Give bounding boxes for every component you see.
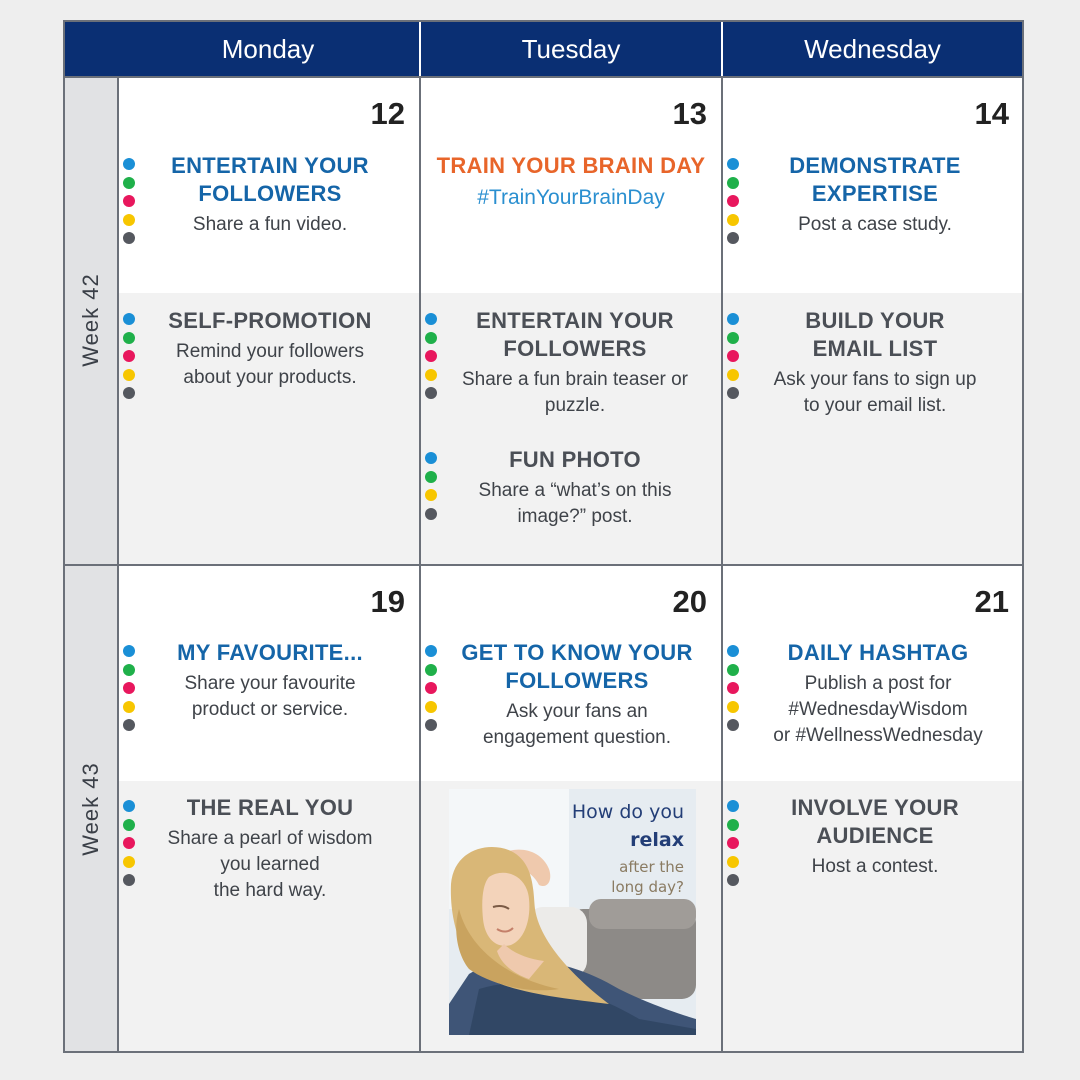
date-21: 21	[974, 584, 1009, 619]
week-42-label: Week 42	[78, 273, 103, 367]
post-idea-description: Share a “what’s on this image?” post.	[478, 480, 672, 527]
post-idea-title: DAILY HASHTAG	[787, 640, 969, 665]
post-idea-title: FUN PHOTO	[509, 447, 641, 472]
content-calendar	[63, 20, 1024, 1053]
post-idea-description: Ask your fans an engagement question.	[482, 701, 672, 748]
post-idea-title: SELF-PROMOTION	[168, 308, 372, 333]
post-idea-title: TRAIN YOUR BRAIN DAY	[436, 153, 706, 178]
post-idea-title: MY FAVOURITE...	[177, 640, 363, 665]
relaxing-woman-image	[449, 789, 696, 1035]
post-idea-title: BUILD YOUR EMAIL LIST	[805, 308, 945, 361]
week-42-column	[65, 76, 117, 564]
day-header-tuesday: Tuesday	[521, 34, 621, 64]
post-idea-title: ENTERTAIN YOUR FOLLOWERS	[476, 308, 674, 361]
category-dots-icon	[123, 158, 136, 251]
post-idea-description: Share your favourite product or service.	[184, 673, 356, 720]
date-13: 13	[672, 96, 707, 131]
relax-photo	[449, 789, 696, 1035]
post-idea-title: GET TO KNOW YOUR FOLLOWERS	[461, 640, 693, 693]
photo-caption-line3: after the long day?	[611, 858, 684, 896]
date-14: 14	[974, 96, 1009, 131]
category-dots-icon	[727, 158, 740, 251]
category-dots-icon	[425, 452, 438, 526]
post-idea-description: Share a fun brain teaser or puzzle.	[461, 369, 689, 416]
photo-caption-line2: relax	[630, 829, 684, 851]
date-19: 19	[370, 584, 405, 619]
post-idea-title: INVOLVE YOUR AUDIENCE	[791, 795, 959, 848]
day-header-wednesday: Wednesday	[804, 34, 941, 64]
category-dots-icon	[123, 313, 136, 406]
category-dots-icon	[123, 800, 136, 893]
post-idea-description: Ask your fans to sign up to your email list.	[773, 369, 977, 416]
post-idea-title: DEMONSTRATE EXPERTISE	[789, 153, 961, 206]
photo-caption-line1: How do you	[571, 801, 684, 823]
date-12: 12	[370, 96, 405, 131]
category-dots-icon	[727, 645, 740, 738]
post-idea-description: Remind your followers about your products.	[176, 341, 364, 388]
category-dots-icon	[727, 313, 740, 406]
category-dots-icon	[425, 313, 438, 406]
post-idea-description: Share a fun video.	[192, 214, 348, 235]
post-idea-title: THE REAL YOU	[186, 795, 354, 820]
hashtag: #TrainYourBrainDay	[477, 186, 665, 209]
post-idea-description: Host a contest.	[811, 856, 939, 877]
post-idea-description: Post a case study.	[798, 214, 952, 235]
category-dots-icon	[727, 800, 740, 893]
post-idea-description: Share a pearl of wisdom you learned the hard way.	[167, 828, 373, 901]
week-43-label: Week 43	[78, 761, 103, 856]
category-dots-icon	[123, 645, 136, 738]
week-43-column	[65, 566, 117, 1051]
weekday-header	[65, 22, 1022, 76]
day-header-monday: Monday	[221, 34, 315, 64]
post-idea-description: Publish a post for #WednesdayWisdom or #WellnessWednesday	[773, 673, 983, 746]
date-20: 20	[672, 584, 707, 619]
post-idea-title: ENTERTAIN YOUR FOLLOWERS	[171, 153, 369, 206]
category-dots-icon	[425, 645, 438, 738]
